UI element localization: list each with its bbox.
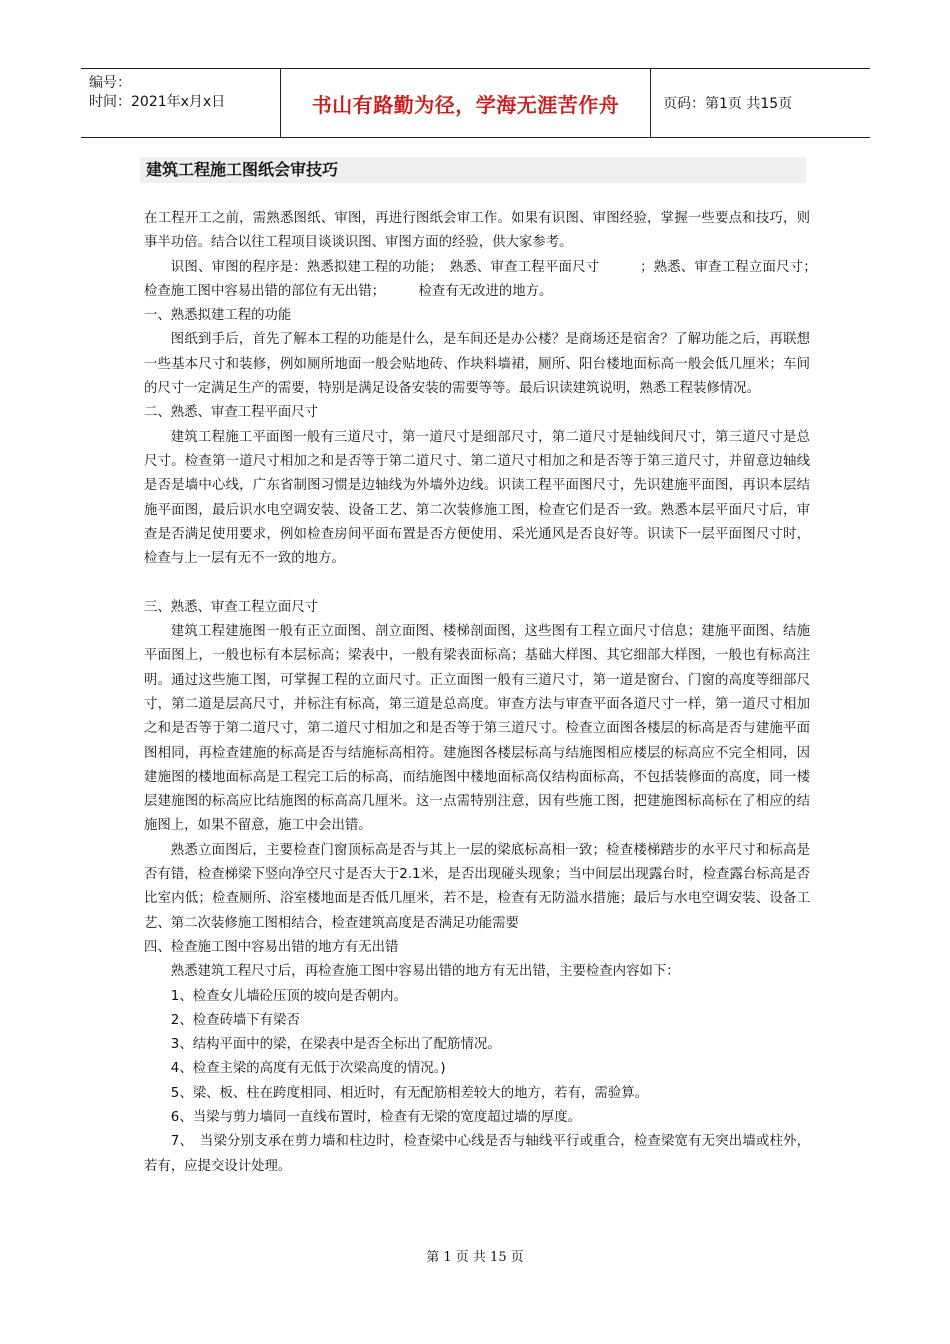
list-item-3: 3、结构平面中的梁，在梁表中是否全标出了配筋情况。 xyxy=(170,1037,501,1053)
page-label: 页码：第1页 共15页 xyxy=(663,96,793,112)
list-item-7: 7、 当梁分别支承在剪力墙和柱边时，检查梁中心线是否与轴线平行或重合，检查梁宽有无突出墙或柱外，若有，应提交设计处理。 xyxy=(144,1134,810,1174)
paragraph-section-3b: 熟悉立面图后，主要检查门窗顶标高是否与其上一层的梁底标高相一致；检查楼梯踏步的水平尺寸和标高是否有错，检查梯梁下竖向净空尺寸是否大于2.1米，是否出现碰头现象；当中间层出现露台时，检查露台标高是否比室内低；检查厕所、浴室楼地面是否低几厘米，若不是，检查有无防溢水措施；最后与水电空调安装、设备工艺、第二次装修施工图相结合，检查建筑高度是否满足功能需要 xyxy=(144,842,810,931)
document-title: 建筑工程施工图纸会审技巧 xyxy=(140,157,806,183)
list-item-6: 6、当梁与剪力墙同一直线布置时，检查有无梁的宽度超过墙的厚度。 xyxy=(170,1109,582,1125)
header-left-cell xyxy=(81,69,281,137)
number-label: 编号： xyxy=(89,75,131,91)
section-heading-2: 二、熟悉、审查工程平面尺寸 xyxy=(144,405,319,421)
section-heading-1: 一、熟悉拟建工程的功能 xyxy=(144,308,292,324)
date-label: 时间：2021年x月x日 xyxy=(89,94,226,110)
spacer xyxy=(144,571,810,595)
paragraph-section-2: 建筑工程施工平面图一般有三道尺寸，第一道尺寸是细部尺寸，第二道尺寸是轴线间尺寸，第三道尺寸是总尺寸。检查第一道尺寸相加之和是否等于第二道尺寸、第二道尺寸相加之和是否等于第三道尺寸，并留意边轴线是否是墙中心线，广东省制图习惯是边轴线为外墙外边线。识读工程平面图尺寸，先识建施平面图，再识本层结施平面图，最后识水电空调安装、设备工艺、第二次装修施工图，检查它们是否一致。熟悉本层平面尺寸后，审查是否满足使用要求，例如检查房间平面布置是否方便使用、采光通风是否良好等。识读下一层平面图尺寸时，检查与上一层有无不一致的地方。 xyxy=(144,429,810,567)
list-item-5: 5、梁、板、柱在跨度相同、相近时，有无配筋相差较大的地方，若有，需验算。 xyxy=(170,1085,648,1101)
paragraph-section-4: 熟悉建筑工程尺寸后，再检查施工图中容易出错的地方有无出错，主要检查内容如下： xyxy=(170,964,680,980)
section-heading-3: 三、熟悉、审查工程立面尺寸 xyxy=(144,599,319,615)
list-item-4: 4、检查主梁的高度有无低于次梁高度的情况。) xyxy=(170,1061,446,1077)
list-item-1: 1、检查女儿墙砼压顶的坡向是否朝内。 xyxy=(170,988,407,1004)
list-item-2: 2、检查砖墙下有梁否 xyxy=(170,1012,300,1028)
paragraph-procedure: 识图、审图的程序是：熟悉拟建工程的功能； 熟悉、审查工程平面尺寸 ；熟悉、审查工程立面尺寸； 检查施工图中容易出错的部位有无出错； 检查有无改进的地方。 xyxy=(144,259,851,299)
motto: 书山有路勤为径，学海无涯苦作舟 xyxy=(281,69,651,137)
header-table xyxy=(81,68,870,138)
section-heading-4: 四、检查施工图中容易出错的地方有无出错 xyxy=(144,939,399,955)
paragraph-section-1: 图纸到手后，首先了解本工程的功能是什么，是车间还是办公楼？是商场还是宿舍？了解功能之后，再联想一些基本尺寸和装修，例如厕所地面一般会贴地砖、作块料墙裙，厕所、阳台楼地面标高一般会低几厘米；车间的尺寸一定满足生产的需要，特别是满足设备安装的需要等等。最后识读建筑说明，熟悉工程装修情况。 xyxy=(144,332,810,397)
document-body xyxy=(144,207,851,1179)
paragraph-section-3: 建筑工程建施图一般有正立面图、剖立面图、楼梯剖面图，这些图有工程立面尺寸信息；建施平面图、结施平面图上，一般也标有本层标高；梁表中，一般有梁表面标高；基础大样图、其它细部大样图，一般也有标高注明。通过这些施工图，可掌握工程的立面尺寸。正立面图一般有三道尺寸，第一道是窗台、门窗的高度等细部尺寸，第二道是层高尺寸，并标注有标高，第三道是总高度。审查方法与审查平面各道尺寸一样，第一道尺寸相加之和是否等于第二道尺寸，第二道尺寸相加之和是否等于第三道尺寸。检查立面图各楼层的标高是否与建施平面图相同，再检查建施的标高是否与结施标高相符。建施图各楼层标高与结施图相应楼层的标高应不完全相同，因建施图的楼地面标高是工程完工后的标高，而结施图中楼地面标高仅结构面标高，不包括装修面的高度，同一楼层建施图的标高应比结施图的标高高几厘米。这一点需特别注意，因有些施工图，把建施图标高标在了相应的结施图上，如果不留意，施工中会出错。 xyxy=(144,624,810,834)
paragraph-intro: 在工程开工之前，需熟悉图纸、审图，再进行图纸会审工作。如果有识图、审图经验，掌握一些要点和技巧，则事半功倍。结合以往工程项目谈谈识图、审图方面的经验，供大家参考。 xyxy=(144,211,810,251)
page-footer: 第 1 页 共 15 页 xyxy=(426,1250,524,1265)
